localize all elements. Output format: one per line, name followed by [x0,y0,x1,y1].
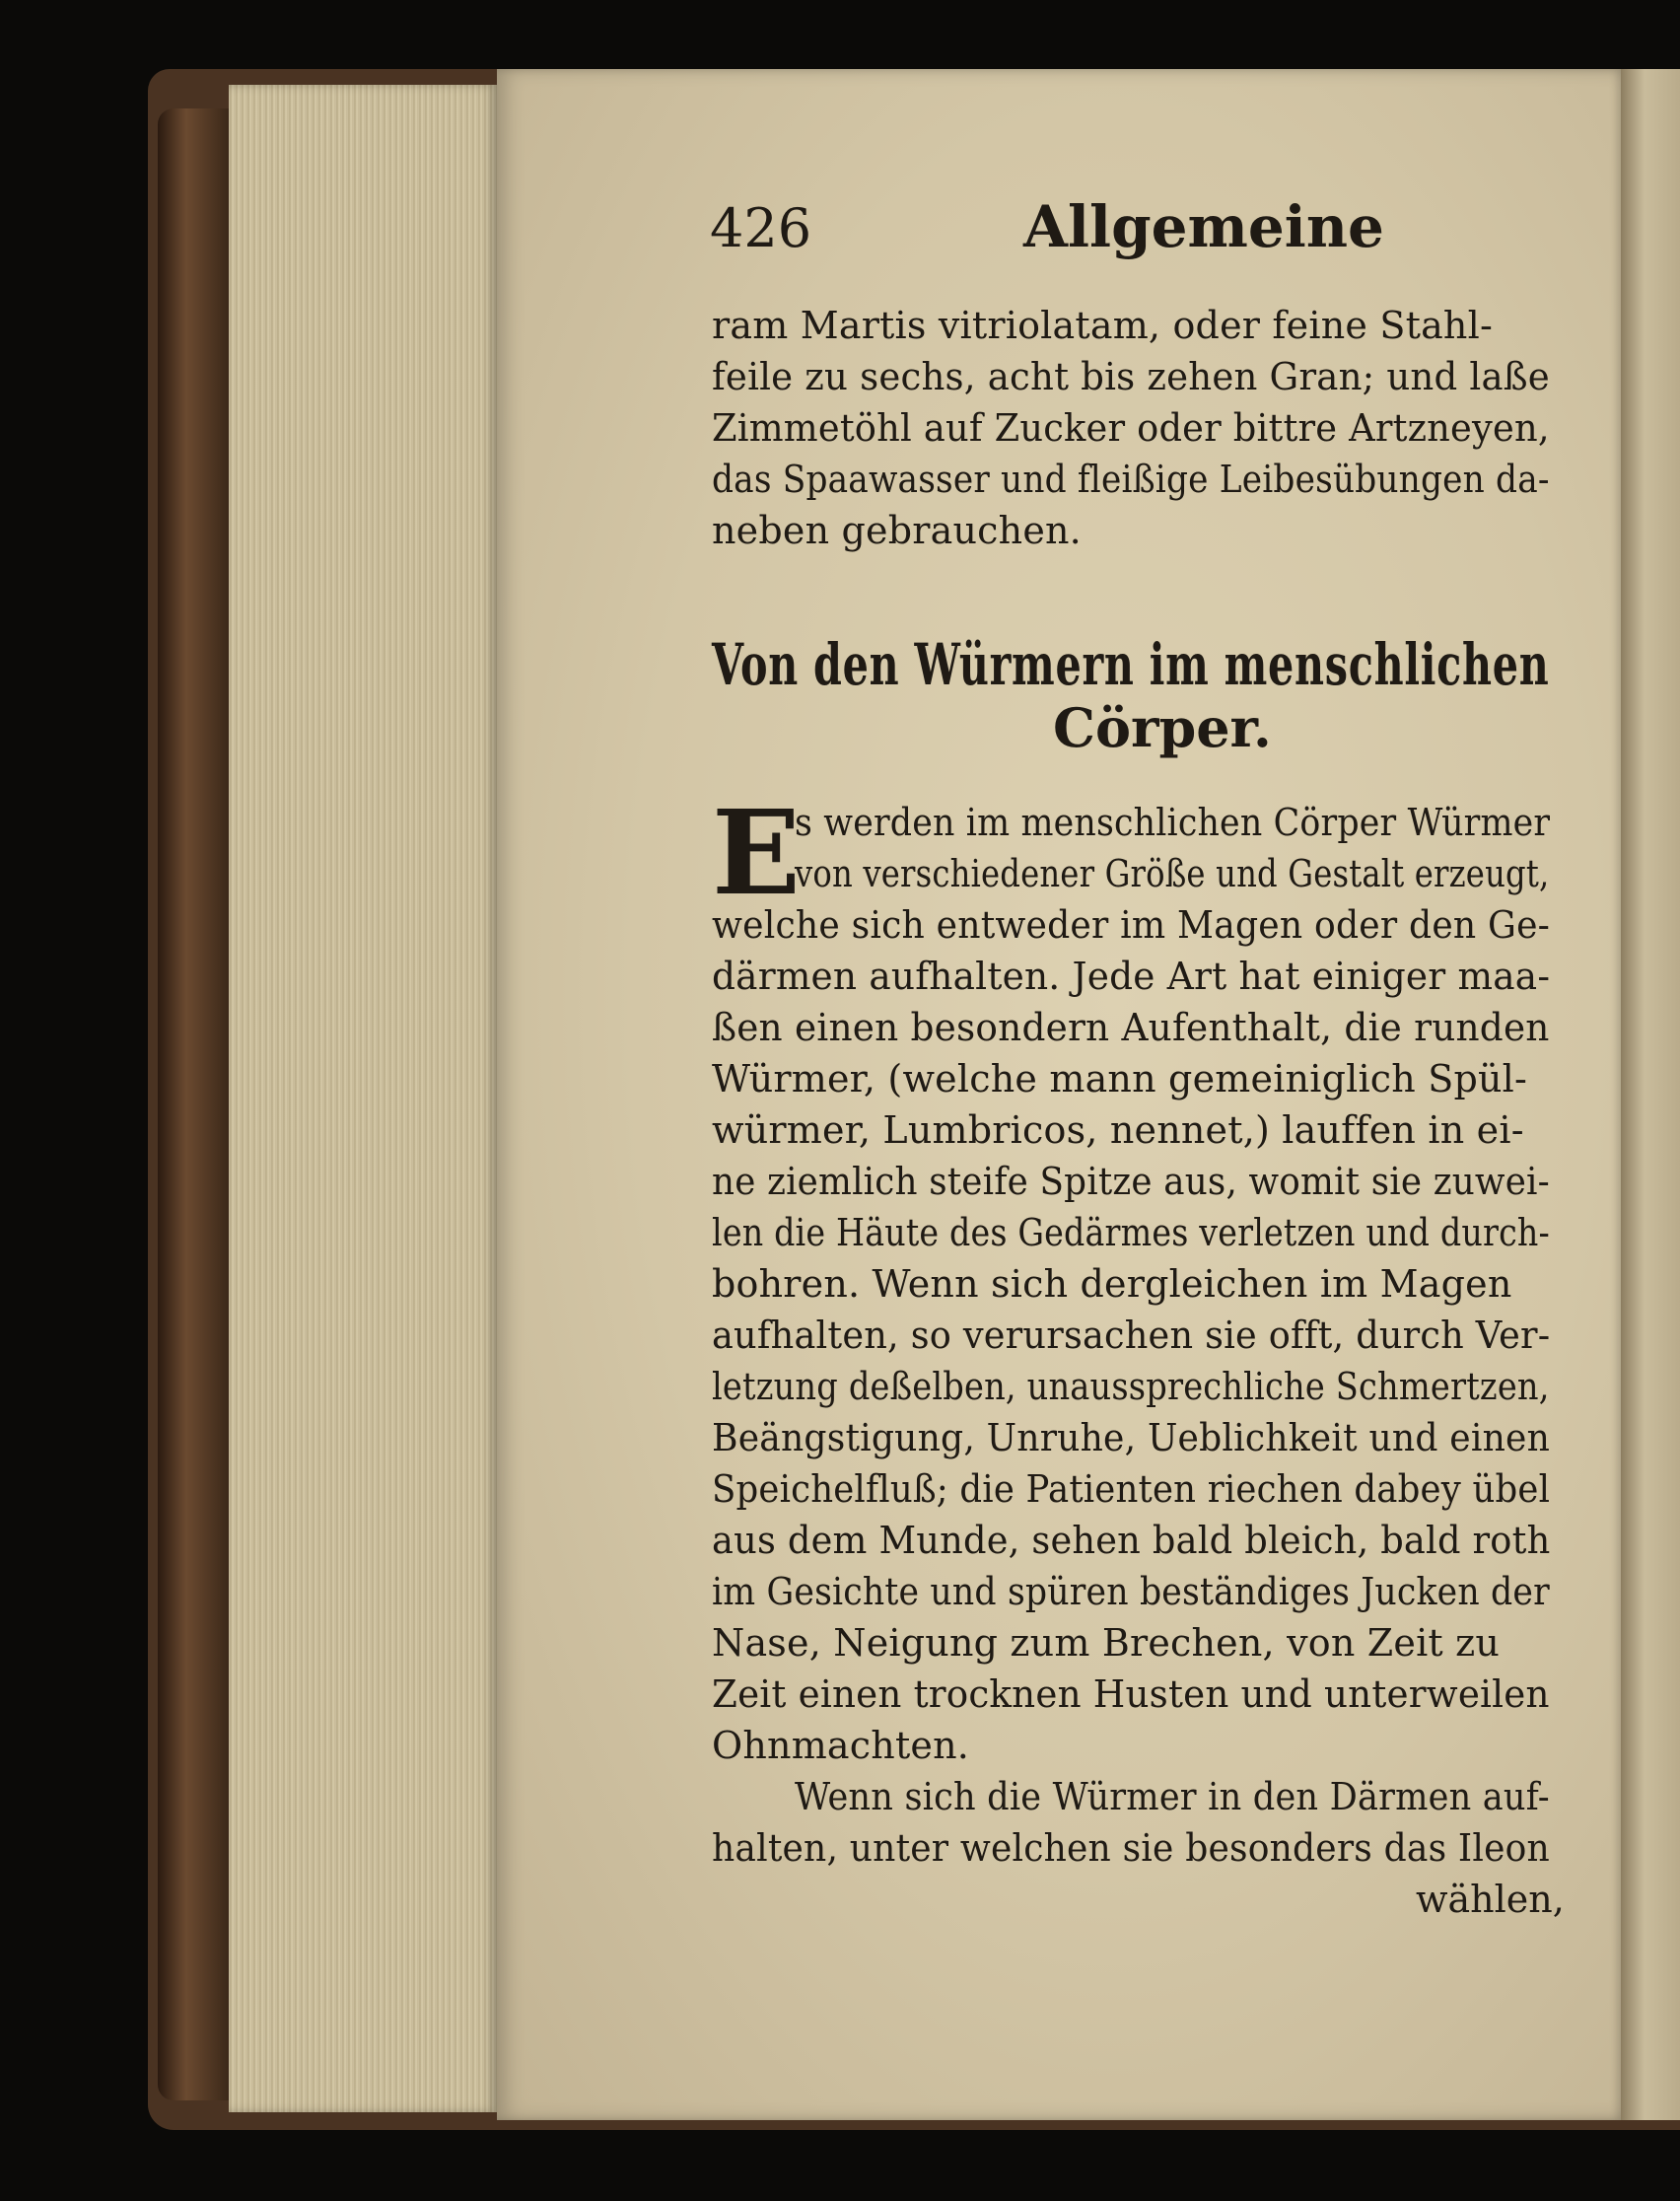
text-line: len die Häute des Gedärmes verletzen und durch- [712,1211,1550,1254]
page-block-edges [229,85,497,2112]
section-heading-continued: Cörper. [1053,696,1272,759]
text-line: aus dem Munde, sehen bald bleich, bald roth [712,1519,1551,1562]
text-line: Zeit einen trocknen Husten und unterweilen [712,1672,1550,1716]
text-line: bohren. Wenn sich dergleichen im Magen [712,1262,1512,1306]
text-line: därmen aufhalten. Jede Art hat einiger maa- [712,955,1551,998]
text-line: Wenn sich die Würmer in den Därmen auf- [795,1775,1550,1818]
text-line: Würmer, (welche mann gemeiniglich Spül- [712,1057,1528,1100]
text-line: neben gebrauchen. [712,509,1082,552]
text-line: welche sich entweder im Magen oder den Ge- [712,903,1551,947]
text-line: das Spaawasser und fleißige Leibesübungen da- [712,458,1550,501]
text-line: Beängstigung, Unruhe, Ueblichkeit und einen [712,1416,1551,1459]
text-line: s werden im menschlichen Cörper Würmer [795,801,1551,844]
text-line: Zimmetöhl auf Zucker oder bittre Artzneyen, [712,406,1550,450]
text-line: würmer, Lumbricos, nennet,) lauffen in ei- [712,1108,1524,1152]
text-line: ßen einen besondern Aufenthalt, die runden [712,1006,1550,1049]
page-number: 426 [710,197,812,259]
text-line: Ohnmachten. [712,1724,970,1767]
running-title: Allgemeine [1023,193,1384,260]
text-line: feile zu sechs, acht bis zehen Gran; und laße [712,355,1550,398]
catchword: wählen, [1416,1878,1565,1921]
text-line: Speichelfluß; die Patienten riechen dabey übel [712,1467,1551,1511]
text-line: von verschiedener Größe und Gestalt erzeugt, [795,852,1550,895]
facing-page-edge [1621,69,1680,2120]
text-line: im Gesichte und spüren beständiges Jucken der [712,1570,1550,1613]
text-line: Nase, Neigung zum Brechen, von Zeit zu [712,1621,1501,1665]
text-line: halten, unter welchen sie besonders das Ileon [712,1826,1550,1870]
text-line: ne ziemlich steife Spitze aus, womit sie zuwei- [712,1160,1550,1203]
text-line: aufhalten, so verursachen sie offt, durch Ver- [712,1314,1551,1357]
text-line: ram Martis vitriolatam, oder feine Stahl- [712,304,1493,347]
section-heading: Von den Würmern im menschlichen [712,631,1550,698]
drop-cap: E [712,784,801,921]
book-spine-edge [158,108,229,2100]
text-line: letzung deßelben, unaussprechliche Schmertzen, [712,1365,1550,1408]
